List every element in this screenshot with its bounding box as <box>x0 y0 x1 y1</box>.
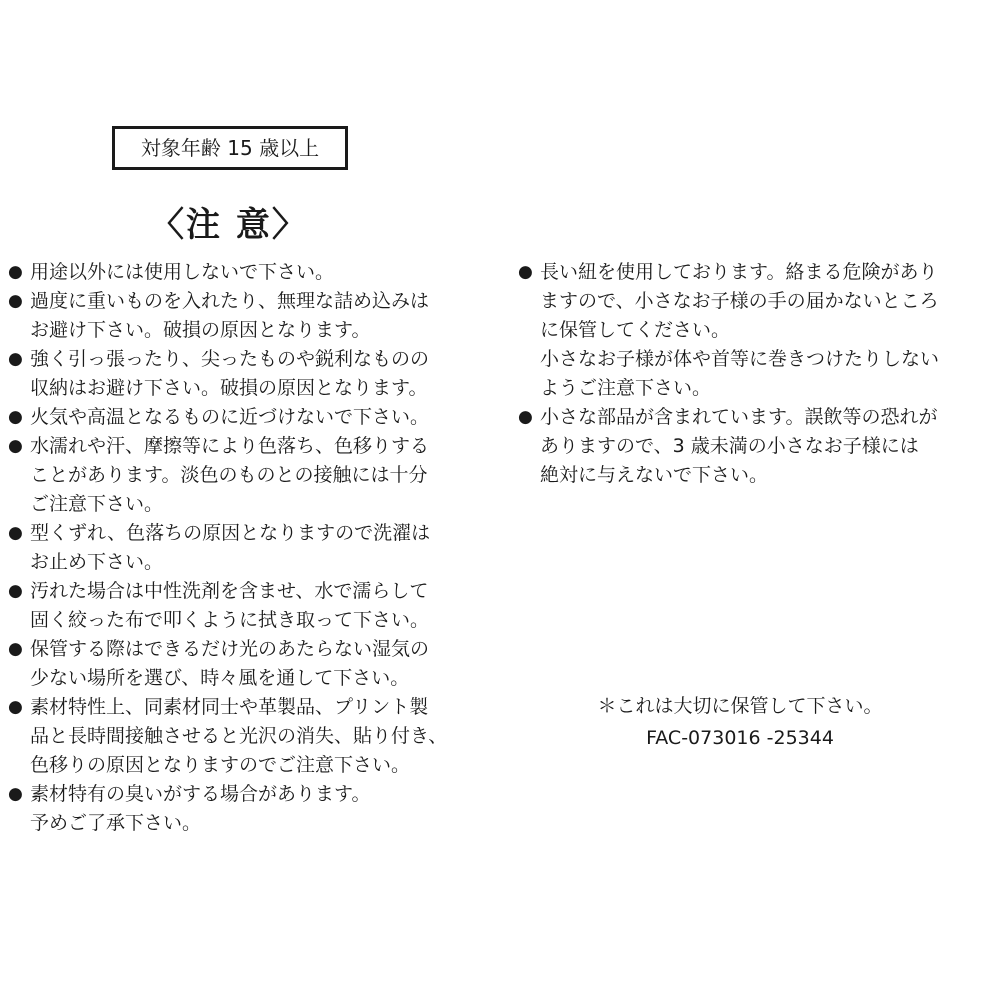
caution-item-line: 固く絞った布で叩くように拭き取って下さい。 <box>30 609 430 631</box>
caution-item-line: 小さな部品が含まれています。誤飲等の恐れが <box>540 406 938 428</box>
caution-item <box>8 577 486 635</box>
caution-item <box>8 258 486 287</box>
caution-item-text <box>30 577 486 635</box>
caution-item-text <box>30 345 486 403</box>
caution-item-line: お止め下さい。 <box>30 551 164 573</box>
bullet-icon: ● <box>8 262 23 282</box>
caution-item-line: 長い紐を使用しております。絡まる危険があり <box>540 261 938 283</box>
caution-item-text <box>540 403 988 490</box>
caution-item-line: ますので、小さなお子様の手の届かないところ <box>540 290 939 312</box>
bullet-icon: ● <box>8 407 23 427</box>
caution-item-text <box>30 432 486 519</box>
caution-item <box>518 403 988 490</box>
caution-item-line: 色移りの原因となりますのでご注意下さい。 <box>30 754 411 776</box>
caution-item-line: 素材特性上、同素材同士や革製品、プリント製 <box>30 696 429 718</box>
caution-item <box>8 635 486 693</box>
caution-item-line: 絶対に与えないで下さい。 <box>540 464 769 486</box>
caution-item-text <box>30 519 486 577</box>
bullet-icon: ● <box>518 262 533 282</box>
caution-item-line: 予めご了承下さい。 <box>30 812 202 834</box>
caution-item-line: 保管する際はできるだけ光のあたらない湿気の <box>30 638 430 660</box>
caution-item <box>8 287 486 345</box>
caution-item <box>8 519 486 577</box>
bullet-icon: ● <box>8 436 23 456</box>
caution-item <box>8 345 486 403</box>
caution-item-line: 火気や高温となるものに近づけないで下さい。 <box>30 406 430 428</box>
caution-item-line: 素材特有の臭いがする場合があります。 <box>30 783 371 805</box>
age-label-box <box>112 126 348 170</box>
caution-item-text <box>30 403 486 432</box>
caution-item-line: 収納はお避け下さい。破損の原因となります。 <box>30 377 428 399</box>
keep-note: ＊これは大切に保管して下さい。 <box>597 695 883 717</box>
caution-item-line: 過度に重いものを入れたり、無理な詰め込みは <box>30 290 430 312</box>
caution-item <box>8 403 486 432</box>
caution-item-line: ありますので、3 歳未満の小さなお子様には <box>540 435 919 457</box>
caution-item-text <box>30 287 486 345</box>
bullet-icon: ● <box>8 291 23 311</box>
caution-item-line: 小さなお子様が体や首等に巻きつけたりしない <box>540 348 940 370</box>
caution-item-line: 汚れた場合は中性洗剤を含ませ、水で濡らして <box>30 580 429 602</box>
caution-item-line: に保管してください。 <box>540 319 731 341</box>
caution-item-line: 水濡れや汗、摩擦等により色落ち、色移りする <box>30 435 430 457</box>
caution-item <box>8 780 486 838</box>
caution-item-line: 品と長時間接触させると光沢の消失、貼り付き、 <box>30 725 448 747</box>
caution-item <box>8 693 486 780</box>
bullet-icon: ● <box>8 784 23 804</box>
caution-item <box>8 432 486 519</box>
caution-item-line: ようご注意下さい。 <box>540 377 712 399</box>
bullet-icon: ● <box>518 407 533 427</box>
caution-item-text <box>540 258 988 403</box>
caution-heading: 〈注 意〉 <box>150 205 308 245</box>
caution-list-right <box>518 258 988 490</box>
caution-item-text <box>30 693 486 780</box>
bullet-icon: ● <box>8 697 23 717</box>
bullet-icon: ● <box>8 639 23 659</box>
caution-list-left <box>8 258 486 838</box>
bullet-icon: ● <box>8 349 23 369</box>
caution-item-text <box>30 258 486 287</box>
bullet-icon: ● <box>8 523 23 543</box>
caution-item-line: ことがあります。淡色のものとの接触には十分 <box>30 464 428 486</box>
product-code: FAC-073016 -25344 <box>646 727 834 749</box>
caution-item-text <box>30 780 486 838</box>
caution-item-text <box>30 635 486 693</box>
age-label: 対象年齢 15 歳以上 <box>140 136 320 160</box>
caution-item-line: 型くずれ、色落ちの原因となりますので洗濯は <box>30 522 431 544</box>
caution-item-line: ご注意下さい。 <box>30 493 164 515</box>
caution-item-line: 用途以外には使用しないで下さい。 <box>30 261 335 283</box>
caution-item-line: 強く引っ張ったり、尖ったものや鋭利なものの <box>30 348 430 370</box>
bullet-icon: ● <box>8 581 23 601</box>
caution-item-line: 少ない場所を選び、時々風を通して下さい。 <box>30 667 410 689</box>
caution-item <box>518 258 988 403</box>
caution-item-line: お避け下さい。破損の原因となります。 <box>30 319 371 341</box>
